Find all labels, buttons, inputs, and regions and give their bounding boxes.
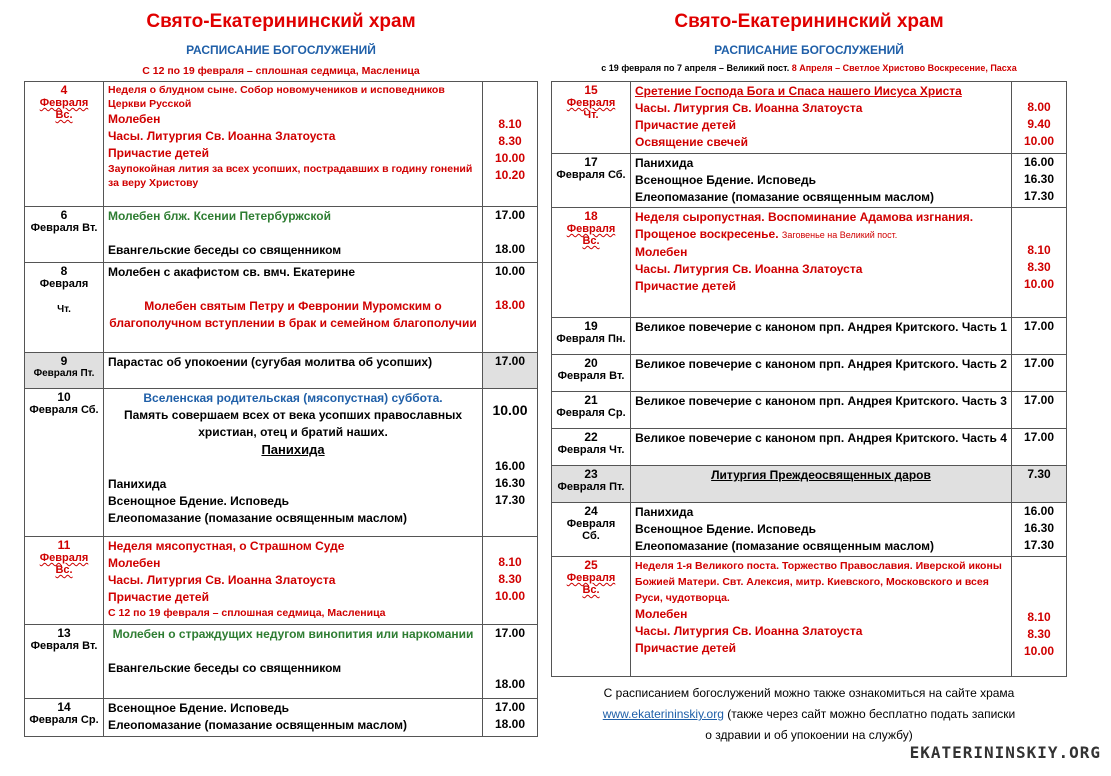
- service-line: Евангельские беседы со священником: [108, 243, 342, 257]
- weekday: Сб.: [582, 530, 600, 542]
- time-value: 18.00: [494, 242, 526, 256]
- left-schedule: [24, 0, 538, 737]
- month: Февраля Ср.: [29, 714, 99, 726]
- date-cell: [25, 207, 104, 263]
- service-line: Великое повечерие с каноном прп. Андрея Критского. Часть 4: [635, 431, 1007, 445]
- service-line: Освящение свечей: [635, 135, 748, 149]
- service-line: Молебен: [108, 112, 161, 126]
- date-cell: [552, 503, 631, 557]
- easter-note: 8 Апреля – Светлое Христово Воскресение, Пасха: [791, 63, 1017, 73]
- time-value: 10.00: [494, 589, 526, 603]
- month: Февраля Пн.: [556, 333, 626, 345]
- day-number: 25: [584, 558, 598, 572]
- service-line: Неделя сыропустная. Воспоминание Адамова изгнания. Прощеное воскресенье.: [635, 210, 974, 241]
- time-value: 17.00: [1023, 356, 1055, 370]
- service-line: Молебен: [108, 556, 161, 570]
- table-row: [552, 318, 1067, 355]
- day-number: 18: [584, 209, 598, 223]
- service-line: Елеопомазание (помазание освященным маслом): [635, 190, 935, 204]
- right-schedule: [551, 0, 1067, 746]
- date-cell: [552, 557, 631, 677]
- day-number: 22: [584, 430, 598, 444]
- table-row: [25, 82, 538, 207]
- month: Февраля Пт.: [557, 481, 625, 493]
- day-number: 19: [584, 319, 598, 333]
- service-line: Часы. Литургия Св. Иоанна Златоуста: [635, 624, 863, 638]
- date-cell: [552, 318, 631, 355]
- time-value: 17.00: [494, 626, 526, 640]
- service-line: Великое повечерие с каноном прп. Андрея Критского. Часть 3: [635, 394, 1007, 408]
- service-line: Память совершаем всех от века усопших православных христиан, отец и братий наших.: [124, 408, 462, 439]
- footer-line-1: С расписанием богослужений можно также ознакомиться на сайте храма: [603, 686, 1015, 700]
- service-cell: [631, 429, 1012, 466]
- weekday: Вс.: [55, 564, 73, 576]
- service-line: С 12 по 19 февраля – сплошная седмица, Масленица: [108, 607, 386, 619]
- service-note: Заговенье на Великий пост.: [781, 230, 898, 240]
- time-value: 10.00: [494, 264, 526, 278]
- service-line: Великое повечерие с каноном прп. Андрея Критского. Часть 2: [635, 357, 1007, 371]
- service-line: Всенощное Бдение. Исповедь: [635, 173, 816, 187]
- times-cell: [483, 82, 538, 207]
- weekday: Вс.: [582, 235, 600, 247]
- time-value: 7.30: [1027, 467, 1051, 481]
- table-row: [25, 625, 538, 699]
- month: Февраля: [39, 552, 89, 564]
- service-line: Причастие детей: [635, 641, 736, 655]
- date-cell: [552, 466, 631, 503]
- date-cell: [25, 389, 104, 537]
- time-value: 17.30: [1023, 189, 1055, 203]
- service-cell: [104, 389, 483, 537]
- day-number: 23: [584, 467, 598, 481]
- weekday: Чт.: [583, 109, 599, 121]
- service-line: Причастие детей: [108, 590, 209, 604]
- service-cell: [104, 353, 483, 389]
- times-cell: [483, 353, 538, 389]
- service-cell: [631, 392, 1012, 429]
- time-value: 8.10: [498, 117, 522, 131]
- time-value: 17.30: [1023, 538, 1055, 552]
- table-row: [25, 263, 538, 353]
- service-cell: [631, 557, 1012, 677]
- service-cell: [631, 466, 1012, 503]
- time-value: 16.00: [1023, 504, 1055, 518]
- month: Февраля Вт.: [557, 370, 625, 382]
- times-cell: [1012, 557, 1067, 677]
- times-cell: [1012, 392, 1067, 429]
- day-number: 11: [57, 538, 71, 552]
- service-cell: [104, 263, 483, 353]
- service-line: Неделя 1-я Великого поста. Торжество Православия. Иверской иконы Божией Матери. Свт. Алексия, митр. Киевского, Московского и всея Руси, чудотворца.: [635, 560, 1002, 604]
- month: Февраля: [39, 278, 89, 290]
- time-value: 18.00: [494, 677, 526, 691]
- day-number: 17: [584, 155, 598, 169]
- time-value: 8.10: [1027, 610, 1051, 624]
- table-row: [552, 503, 1067, 557]
- service-line: Причастие детей: [635, 118, 736, 132]
- date-cell: [25, 263, 104, 353]
- table-row: [25, 353, 538, 389]
- table-row: [25, 699, 538, 737]
- month: Февраля Сб.: [556, 169, 626, 181]
- watermark: EKATERININSKIY.ORG: [909, 743, 1101, 762]
- day-number: 10: [57, 390, 71, 404]
- day-number: 8: [60, 264, 68, 278]
- footer-line-3: о здравии и об упокоении на службу): [705, 728, 913, 742]
- service-line: Причастие детей: [108, 146, 209, 160]
- left-title: Свято-Екатерининский храм: [146, 11, 416, 32]
- time-value: 17.00: [494, 208, 526, 222]
- left-subtitle: РАСПИСАНИЕ БОГОСЛУЖЕНИЙ: [186, 43, 376, 57]
- left-schedule-table: [24, 81, 538, 737]
- service-cell: [631, 318, 1012, 355]
- month: Февраля: [39, 97, 89, 109]
- time-value: 10.00: [494, 151, 526, 165]
- month: Февраля Пт.: [33, 368, 95, 379]
- service-cell: [104, 625, 483, 699]
- date-cell: [552, 82, 631, 154]
- time-value: 18.00: [494, 298, 526, 312]
- date-cell: [552, 154, 631, 208]
- time-value: 16.30: [494, 476, 526, 490]
- day-number: 15: [584, 83, 598, 97]
- time-value: 8.30: [1027, 627, 1051, 641]
- day-number: 13: [57, 626, 71, 640]
- time-value: 8.00: [1027, 100, 1051, 114]
- table-row: [552, 557, 1067, 677]
- time-value: 16.30: [1023, 521, 1055, 535]
- day-number: 24: [584, 504, 598, 518]
- service-cell: [631, 355, 1012, 392]
- month: Февраля: [566, 223, 616, 235]
- day-number: 14: [57, 700, 71, 714]
- service-line: Елеопомазание (помазание освященным маслом): [635, 539, 935, 553]
- right-note: [551, 63, 1067, 73]
- times-cell: [1012, 503, 1067, 557]
- month: Февраля Чт.: [557, 444, 625, 456]
- service-cell: [631, 503, 1012, 557]
- month: Февраля Ср.: [556, 407, 626, 419]
- service-line: Всенощное Бдение. Исповедь: [635, 522, 816, 536]
- date-cell: [25, 82, 104, 207]
- time-value: 8.10: [1027, 243, 1051, 257]
- time-value: 10.00: [1023, 644, 1055, 658]
- time-value: 17.00: [494, 700, 526, 714]
- times-cell: [483, 699, 538, 737]
- date-cell: [25, 537, 104, 625]
- website-link[interactable]: www.ekaterininskiy.org: [602, 707, 724, 721]
- time-value: 8.10: [498, 555, 522, 569]
- service-line: Молебен: [635, 245, 688, 259]
- date-cell: [25, 353, 104, 389]
- service-line: Причастие детей: [635, 279, 736, 293]
- day-number: 4: [60, 83, 68, 97]
- date-cell: [552, 355, 631, 392]
- times-cell: [483, 537, 538, 625]
- table-row: [552, 355, 1067, 392]
- service-line: Евангельские беседы со священником: [108, 661, 342, 675]
- day-number: 20: [584, 356, 598, 370]
- month: Февраля Вт.: [30, 222, 98, 234]
- service-cell: [104, 207, 483, 263]
- table-row: [552, 154, 1067, 208]
- service-line: Панихида: [108, 477, 167, 491]
- service-line: Часы. Литургия Св. Иоанна Златоуста: [108, 573, 336, 587]
- service-line: Молебен блж. Ксении Петербуржской: [108, 209, 331, 223]
- day-number: 9: [60, 354, 68, 368]
- table-row: [552, 466, 1067, 503]
- service-line: Заупокойная лития за всех усопших, пострадавших в годину гонений за веру Христову: [108, 163, 473, 189]
- service-line: Панихида: [261, 442, 325, 457]
- time-value: 17.00: [494, 354, 526, 368]
- table-row: [552, 82, 1067, 154]
- date-cell: [25, 699, 104, 737]
- service-line: Молебен: [635, 607, 688, 621]
- time-value: 9.40: [1027, 117, 1051, 131]
- date-cell: [25, 625, 104, 699]
- times-cell: [1012, 318, 1067, 355]
- time-value: 16.00: [1023, 155, 1055, 169]
- service-line: Елеопомазание (помазание освященным маслом): [108, 718, 408, 732]
- service-cell: [631, 82, 1012, 154]
- footer-line-2: [551, 704, 1067, 725]
- service-line: Часы. Литургия Св. Иоанна Златоуста: [635, 101, 863, 115]
- month: Февраля Сб.: [29, 404, 99, 416]
- time-value: 17.30: [494, 493, 526, 507]
- month: Февраля: [566, 572, 616, 584]
- service-cell: [631, 208, 1012, 318]
- time-value: 8.30: [498, 134, 522, 148]
- service-line: Литургия Преждеосвященных даров: [711, 468, 931, 482]
- service-line: Елеопомазание (помазание освященным маслом): [108, 511, 408, 525]
- table-row: [552, 392, 1067, 429]
- left-note: С 12 по 19 февраля – сплошная седмица, Масленица: [142, 65, 420, 77]
- lent-note: с 19 февраля по 7 апреля – Великий пост.: [601, 63, 790, 73]
- service-cell: [104, 82, 483, 207]
- service-line: Великое повечерие с каноном прп. Андрея Критского. Часть 1: [635, 320, 1007, 334]
- table-row: [25, 537, 538, 625]
- service-line: Всенощное Бдение. Исповедь: [108, 701, 289, 715]
- times-cell: [1012, 429, 1067, 466]
- service-line: Молебен о страждущих недугом винопития или наркомании: [112, 627, 474, 641]
- service-line: Панихида: [635, 505, 694, 519]
- times-cell: [1012, 208, 1067, 318]
- date-cell: [552, 429, 631, 466]
- service-line: Неделя мясопустная, о Страшном Суде: [108, 539, 345, 553]
- time-value: 10.00: [1023, 277, 1055, 291]
- service-cell: [104, 699, 483, 737]
- time-value: 8.30: [498, 572, 522, 586]
- weekday: Вс.: [55, 109, 73, 121]
- time-value: 10.20: [494, 168, 526, 182]
- times-cell: [483, 263, 538, 353]
- service-line: Молебен святым Петру и Февронии Муромским о благополучном вступлении в брак и семейном благополучии: [109, 299, 477, 330]
- right-subtitle: РАСПИСАНИЕ БОГОСЛУЖЕНИЙ: [714, 43, 904, 57]
- footer-line-2-text: (также через сайт можно бесплатно подать записки: [727, 707, 1016, 721]
- time-value: 16.30: [1023, 172, 1055, 186]
- service-line: Неделя о блудном сыне. Собор новомучеников и исповедников Церкви Русской: [108, 84, 445, 110]
- service-line: Панихида: [635, 156, 694, 170]
- day-number: 6: [60, 208, 68, 222]
- times-cell: [1012, 466, 1067, 503]
- times-cell: [483, 207, 538, 263]
- time-value: 16.00: [494, 459, 526, 473]
- time-value: 10.00: [492, 402, 528, 418]
- month: Февраля: [566, 97, 616, 109]
- time-value: 18.00: [494, 717, 526, 731]
- service-line: Вселенская родительская (мясопустная) суббота.: [143, 391, 443, 405]
- time-value: 17.00: [1023, 319, 1055, 333]
- table-row: [552, 429, 1067, 466]
- service-line: Парастас об упокоении (сугубая молитва об усопших): [108, 355, 433, 369]
- service-cell: [104, 537, 483, 625]
- table-row: [25, 389, 538, 537]
- times-cell: [483, 625, 538, 699]
- table-row: [25, 207, 538, 263]
- service-cell: [631, 154, 1012, 208]
- time-value: 17.00: [1023, 430, 1055, 444]
- times-cell: [483, 389, 538, 537]
- month: Февраля: [566, 518, 616, 530]
- service-line: Сретение Господа Бога и Спаса нашего Иисуса Христа: [635, 84, 962, 98]
- time-value: 8.30: [1027, 260, 1051, 274]
- date-cell: [552, 392, 631, 429]
- service-line: Молебен с акафистом св. вмч. Екатерине: [108, 265, 356, 279]
- footer: [551, 683, 1067, 746]
- service-line: Всенощное Бдение. Исповедь: [108, 494, 289, 508]
- right-title: Свято-Екатерининский храм: [674, 11, 944, 32]
- times-cell: [1012, 154, 1067, 208]
- service-line: Часы. Литургия Св. Иоанна Златоуста: [108, 129, 336, 143]
- time-value: 10.00: [1023, 134, 1055, 148]
- service-line: Часы. Литургия Св. Иоанна Златоуста: [635, 262, 863, 276]
- date-cell: [552, 208, 631, 318]
- month: Февраля Вт.: [30, 640, 98, 652]
- weekday: Вс.: [582, 584, 600, 596]
- day-number: 21: [584, 393, 598, 407]
- times-cell: [1012, 82, 1067, 154]
- weekday: Чт.: [57, 304, 71, 315]
- right-schedule-table: [551, 81, 1067, 677]
- table-row: [552, 208, 1067, 318]
- time-value: 17.00: [1023, 393, 1055, 407]
- times-cell: [1012, 355, 1067, 392]
